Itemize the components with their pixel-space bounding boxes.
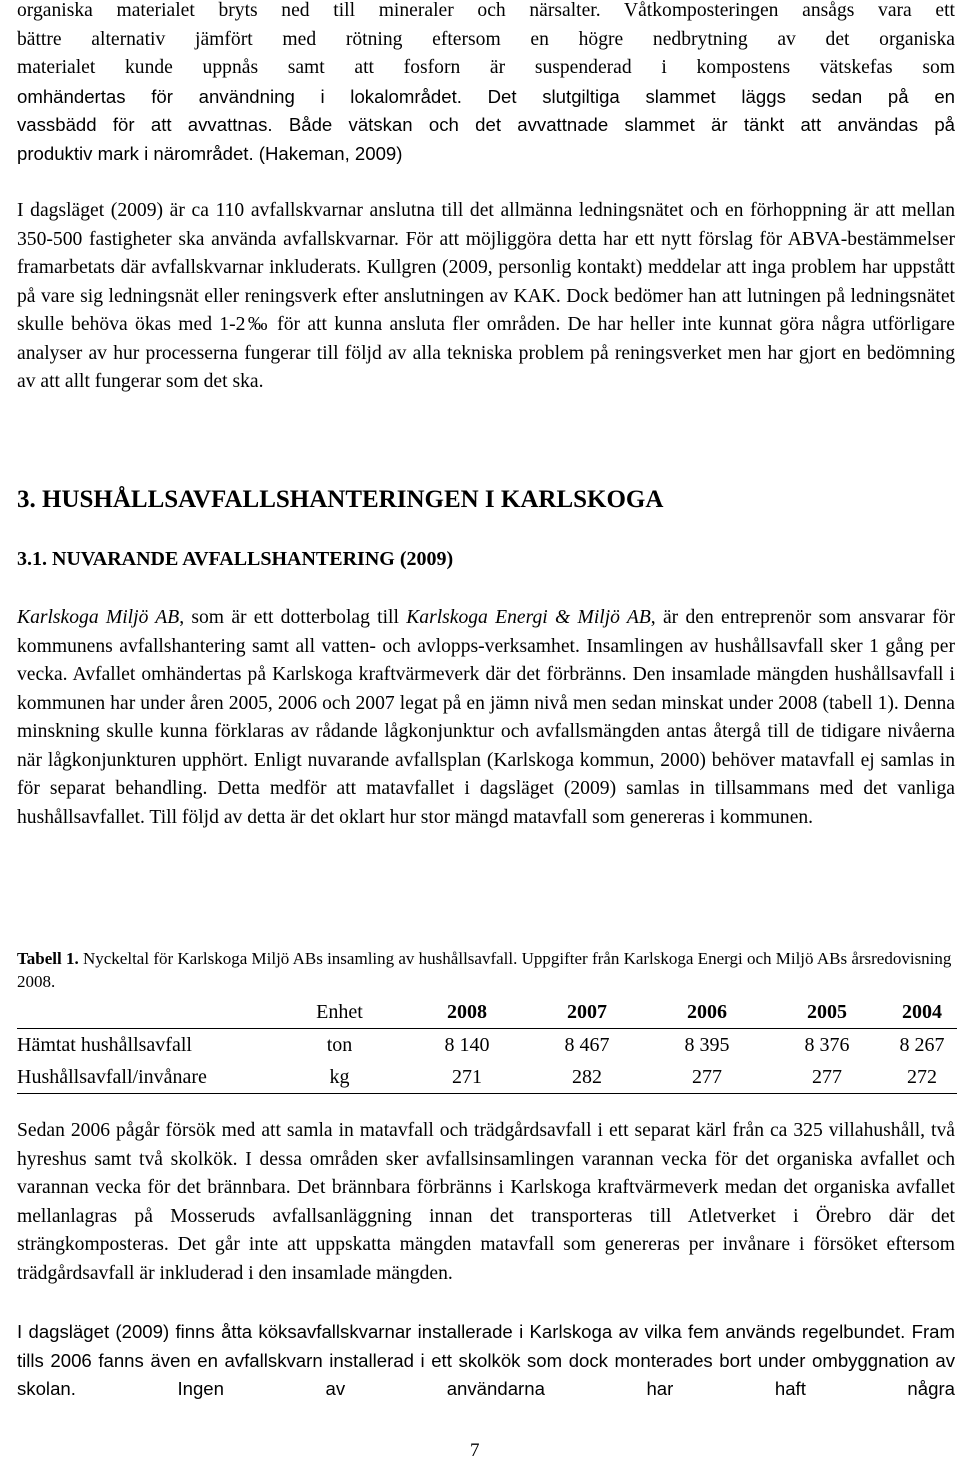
table-row (17, 1061, 957, 1094)
table-cell: 282 (527, 1061, 647, 1094)
table-cell: 8 467 (564, 1033, 610, 1056)
table-cell: Hämtat hushållsavfall (17, 1033, 192, 1056)
table-cell: 271 (407, 1061, 527, 1094)
kak-paragraph: I dagsläget (2009) är ca 110 avfallskvarnar anslutna till det allmänna ledningsnätet och en förhoppning är att mellan 350-500 fastigheter ska använda avfallskvarnar. För att möjliggöra detta har ett nytt förslag för ABVA-bestämmelser framarbetats där avfallskvarnar inkluderats. Kullgren (2009, personlig kontakt) meddelar att inga problem har uppstått på vare sig ledningsnät eller reningsverk efter anslutningen av KAK. Dock bedömer han att lutningen på ledningsnätet skulle behöva ökas med 1-2‰ för att kunna ansluta fler områden. De har heller inte kunnat göra några utförligare analyser av hur processerna fungerar till följd av alla tekniska problem på reningsverket men har gjort en bedömning av att allt fungerar som det ska. (17, 200, 955, 392)
miljo-paragraph: Karlskoga Miljö AB, som är ett dotterbolag till Karlskoga Energi & Miljö AB, är den entreprenör som ansvarar för kommunens avfallshantering samt all vatten- och avlopps-verksamhet. Insamlingen av hushållsavfall sker 1 gång per vecka. Avfallet omhändertas på Karlskoga kraftvärmeverk där det förbränns. Den insamlade mängden hushållsavfall i kommunen har under åren 2005, 2006 och 2007 legat på en jämn nivå men sedan minskat under 2008 (tabell 1). Denna minskning skulle kunna förklaras av rådande lågkonjunktur och avfallsmängden antas återgå till de tidigare nivåerna när lågkonjunkturen upphört. Enligt nuvarande avfallsplan (Karlskoga kommun, 2000) behöver matavfall ej samlas in för separat behandling. Detta medför att matavfallet i dagsläget (2009) samlas in tillsammans med det vanliga hushållsavfallet. Till följd av detta är det oklart hur stor mängd matavfall som genereras i kommunen. (17, 607, 955, 828)
table-cell: 8 140 (444, 1033, 490, 1056)
table-header-cell: Enhet (272, 996, 407, 1029)
table-cell: 8 395 (684, 1033, 730, 1056)
table-cell: 272 (887, 1061, 957, 1094)
table-caption-label: Tabell 1. (17, 949, 79, 968)
final-paragraph: I dagsläget (2009) finns åtta köksavfallskvarnar installerade i Karlskoga av vilka fem används regelbundet. Fram tills 2006 fanns även en avfallskvarn installerad i ett skolkök som dock monterades bort under ombyggnation av skolan. Ingen av användarna har haft några (17, 1321, 955, 1399)
table-header-row (17, 996, 957, 1029)
table-header-cell (17, 996, 272, 1029)
intro-line: organiska materialet bryts ned till mineraler och närsalter. Våtkomposteringen ansågs vara ett (17, 0, 955, 21)
table-header-cell: 2005 (767, 996, 887, 1029)
section-heading-3-1: 3.1. NUVARANDE AVFALLSHANTERING (2009) (17, 548, 454, 570)
parent-company-name: Karlskoga Energi & Miljö AB (406, 607, 651, 628)
table-cell: 277 (767, 1061, 887, 1094)
table-row (17, 1029, 957, 1062)
table-cell: 8 376 (804, 1033, 850, 1056)
table-caption-text: Nyckeltal för Karlskoga Miljö ABs insamling av hushållsavfall. Uppgifter från Karlskoga Energi och Miljö ABs årsredovisning 2008. (17, 949, 952, 991)
table-header-cell: 2004 (887, 996, 957, 1029)
table-header-cell: 2006 (647, 996, 767, 1029)
intro-paragraph (17, 0, 955, 168)
table-cell: Hushållsavfall/invånare (17, 1061, 272, 1094)
intro-line: vassbädd för att avvattnas. Både vätskan och det avvattnade slammet är tänkt att användas på (17, 114, 955, 135)
table-header-cell: 2007 (527, 996, 647, 1029)
table-cell: kg (272, 1061, 407, 1094)
table-header-cell: 2008 (407, 996, 527, 1029)
table-caption (17, 947, 955, 993)
table-cell: 277 (647, 1061, 767, 1094)
sedan-paragraph: Sedan 2006 pågår försök med att samla in matavfall och trädgårdsavfall i ett separat kärl från ca 325 villahushåll, två hyreshus samt två skolkök. I dessa områden sker avfallsinsamlingen varannan vecka för det organiska avfallet och varannan vecka för det brännbara. Det brännbara förbränns i Karlskoga kraftvärmeverk medan det organiska avfallet mellanlagras på Mosseruds avfallsanläggning innan det transporteras till Atletverket i Örebro där det strängkomposteras. Det går inte att uppskatta mängden matavfall som genereras per invånare i försöket eftersom trädgårdsavfall är inkluderad i den insamlade mängden. (17, 1120, 955, 1284)
section-heading-3: 3. HUSHÅLLSAVFALLSHANTERINGEN I KARLSKOGA (17, 486, 664, 513)
data-table (17, 996, 957, 1094)
page-number: 7 (470, 1440, 480, 1461)
table-cell: ton (326, 1033, 353, 1056)
intro-line: produktiv mark i närområdet. (Hakeman, 2009) (17, 142, 403, 164)
table-cell: 8 267 (899, 1033, 945, 1056)
company-name: Karlskoga Miljö AB (17, 607, 180, 628)
intro-line: omhändertas för användning i lokalområdet. Det slutgiltiga slammet läggs sedan på en (17, 85, 955, 107)
intro-line: materialet kunde uppnås samt att fosforn är suspenderad i kompostens vätskefas som (17, 57, 955, 78)
intro-line: bättre alternativ jämfört med rötning eftersom en högre nedbrytning av det organiska (17, 28, 955, 50)
